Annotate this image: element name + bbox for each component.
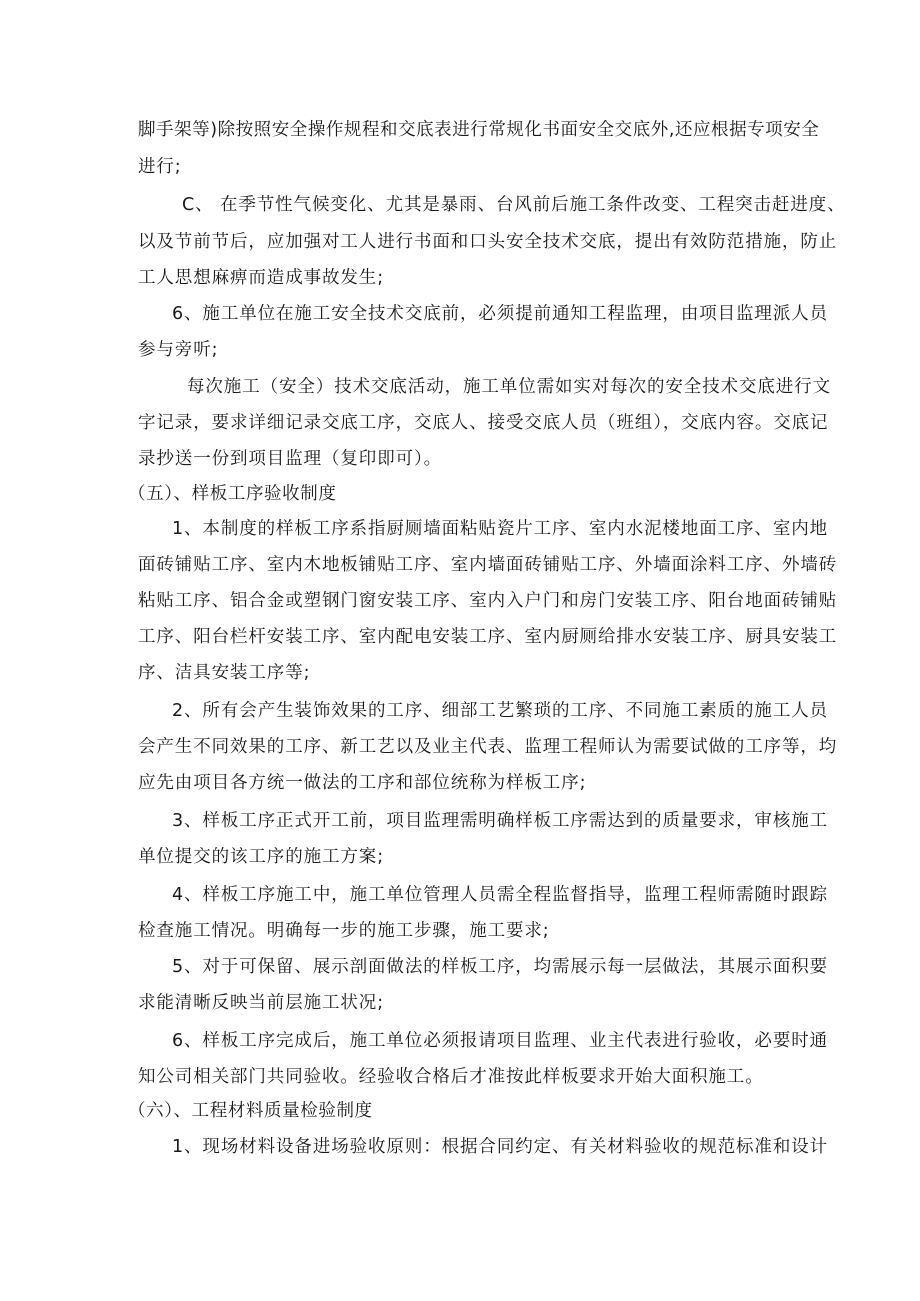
text-line: 序、洁具安装工序等; xyxy=(138,663,311,683)
text-line: 面砖铺贴工序、室内木地板铺贴工序、室内墙面砖铺贴工序、外墙面涂料工序、外墙砖 xyxy=(138,555,838,575)
text-line: 字记录，要求详细记录交底工序，交底人、接受交底人员（班组），交底内容。交底记 xyxy=(138,413,829,433)
text-line: 5、对于可保留、展示剖面做法的样板工序，均需展示每一层做法，其展示面积要 xyxy=(172,957,829,977)
text-line: 单位提交的该工序的施工方案; xyxy=(138,847,384,867)
text-line: 脚手架等)除按照安全操作规程和交底表进行常规化书面安全交底外,还应根据专项安全 xyxy=(138,120,820,140)
text-line: 6、施工单位在施工安全技术交底前，必须提前通知工程监理，由项目监理派人员 xyxy=(172,304,829,324)
text-line: 2、所有会产生装饰效果的工序、细部工艺繁琐的工序、不同施工素质的施工人员 xyxy=(172,701,829,721)
text-line: 知公司相关部门共同验收。经验收合格后才准按此样板要求开始大面积施工。 xyxy=(138,1067,764,1087)
text-line: 会产生不同效果的工序、新工艺以及业主代表、监理工程师认为需要试做的工序等，均 xyxy=(138,737,838,757)
text-line: C、 在季节性气候变化、尤其是暴雨、台风前后施工条件改变、工程突击赶进度、 xyxy=(182,195,846,215)
text-line: 进行; xyxy=(138,157,182,177)
text-line: 工序、阳台栏杆安装工序、室内配电安装工序、室内厨厕给排水安装工序、厨具安装工 xyxy=(138,627,838,647)
text-line: 应先由项目各方统一做法的工序和部位统称为样板工序; xyxy=(138,773,587,793)
text-line: 1、现场材料设备进场验收原则：根据合同约定、有关材料验收的规范标准和设计 xyxy=(172,1137,829,1157)
text-line: 3、样板工序正式开工前，项目监理需明确样板工序需达到的质量要求，审核施工 xyxy=(172,811,829,831)
text-line: 参与旁听; xyxy=(138,340,219,360)
text-line: 检查施工情况。明确每一步的施工步骤，施工要求; xyxy=(138,921,550,941)
text-line: 求能清晰反映当前层施工状况; xyxy=(138,993,384,1013)
text-line: 1、本制度的样板工序系指厨厕墙面粘贴瓷片工序、室内水泥楼地面工序、室内地 xyxy=(172,519,829,539)
text-line: 以及节前节后，应加强对工人进行书面和口头安全技术交底，提出有效防范措施，防止 xyxy=(138,232,838,252)
text-line: 工人思想麻痹而造成事故发生; xyxy=(138,268,384,288)
section-heading: （六）、工程材料质量检验制度 xyxy=(128,1101,373,1121)
section-heading: （五）、样板工序验收制度 xyxy=(128,484,337,504)
text-line: 粘贴工序、铝合金或塑钢门窗安装工序、室内入户门和房门安装工序、阳台地面砖铺贴 xyxy=(138,591,838,611)
text-line: 6、样板工序完成后，施工单位必须报请项目监理、业主代表进行验收，必要时通 xyxy=(172,1031,829,1051)
text-line: 录抄送一份到项目监理（复印即可）。 xyxy=(138,449,443,469)
text-line: 4、样板工序施工中，施工单位管理人员需全程监督指导，监理工程师需随时跟踪 xyxy=(172,885,829,905)
text-line: 每次施工（安全）技术交底活动，施工单位需如实对每次的安全技术交底进行文 xyxy=(187,377,831,397)
